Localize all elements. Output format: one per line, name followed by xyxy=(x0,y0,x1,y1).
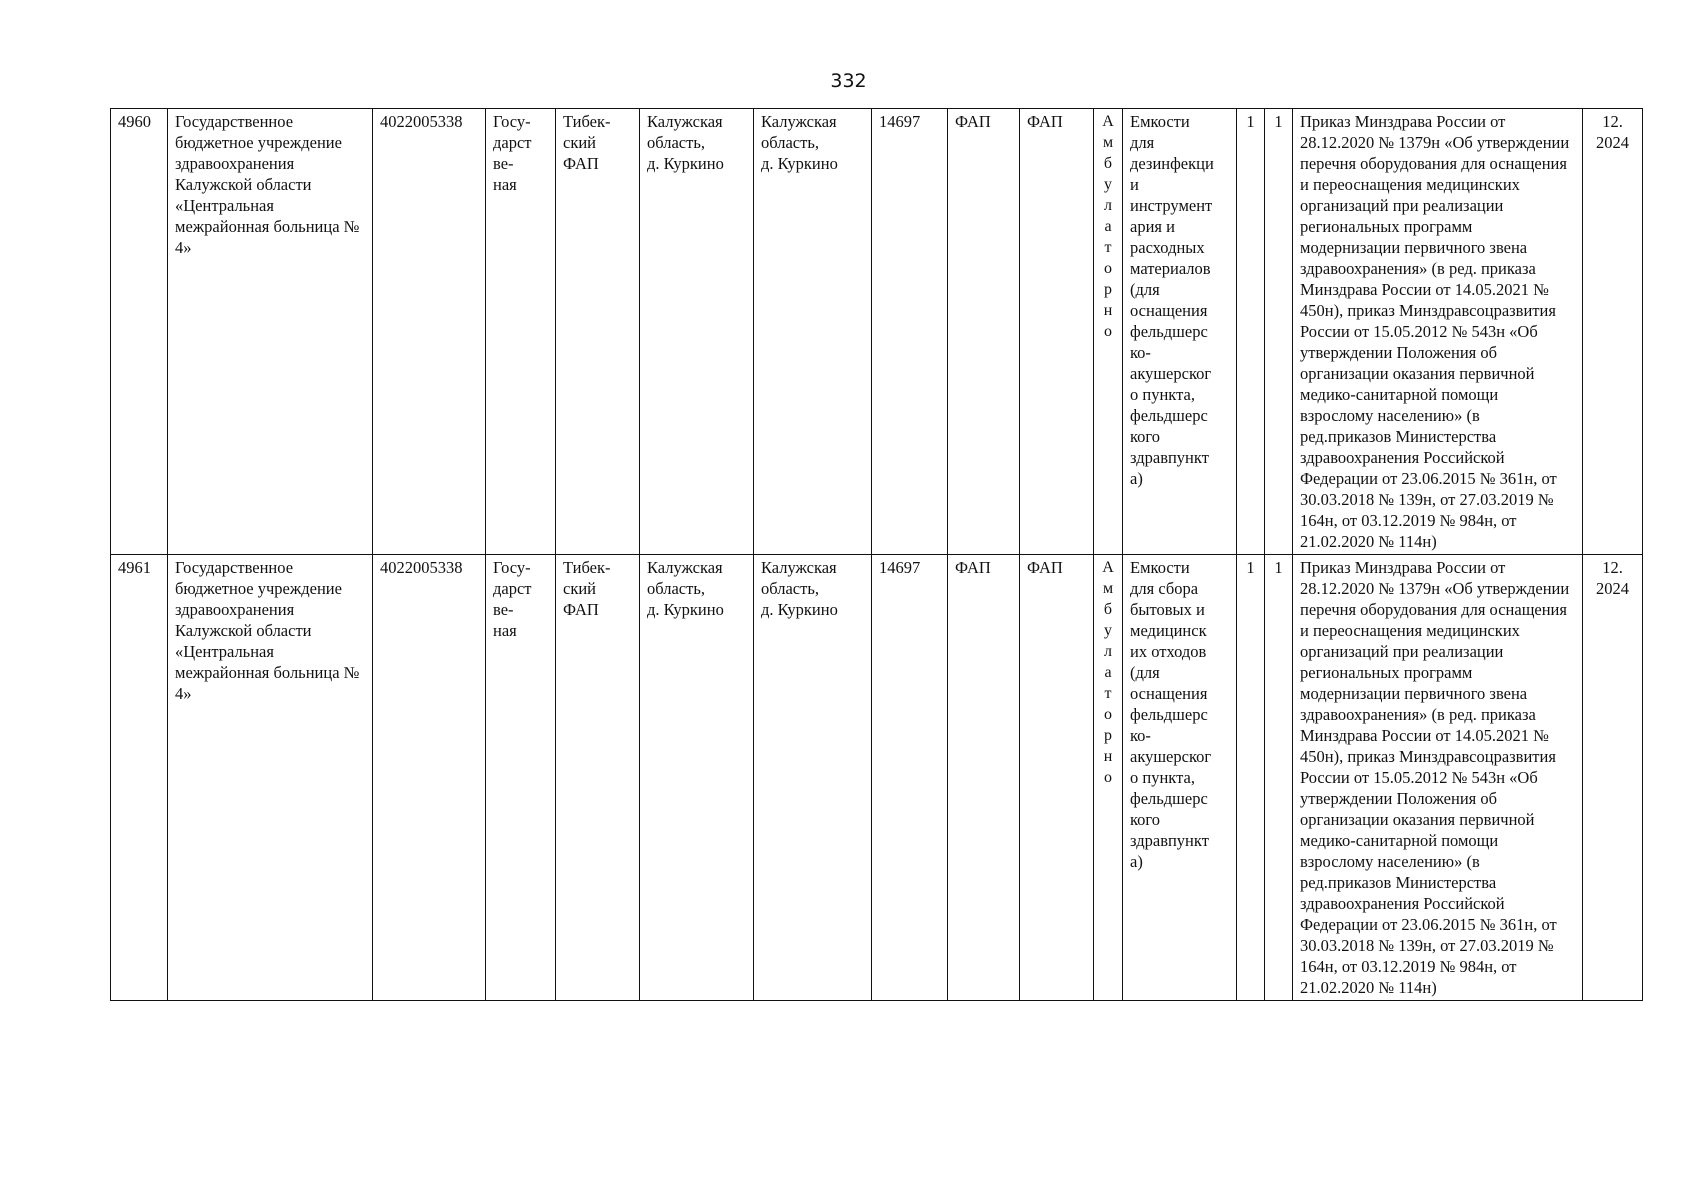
qty-planned-cell: 1 xyxy=(1265,555,1293,1001)
care-condition-cell xyxy=(1094,109,1123,555)
qty-required-cell: 1 xyxy=(1237,555,1265,1001)
ownership-cell: Госу- дарст ве- ная xyxy=(486,555,556,1001)
organization-name: Государственное бюджетное учреждение здравоохранения Калужской области «Центральная межрайонная больница № 4» xyxy=(168,555,373,1001)
actual-address-cell: Калужская область, д. Куркино xyxy=(754,109,872,555)
care-condition-letter: о xyxy=(1104,706,1112,723)
row-number: 4960 xyxy=(111,109,168,555)
care-condition-letter: н xyxy=(1103,302,1113,319)
subdivision-cell: Тибек- ский ФАП xyxy=(556,555,640,1001)
care-condition-letter: т xyxy=(1104,685,1112,702)
subdivision-cell: Тибек- ский ФАП xyxy=(556,109,640,555)
actual-address-cell: Калужская область, д. Куркино xyxy=(754,555,872,1001)
equipment-name: Емкости для сбора бытовых и медицинск их отходов (для оснащения фельдшерс ко- акушерског о пункта, фельдшерс кого здравпункт а) xyxy=(1123,555,1237,1001)
care-condition-letter: м xyxy=(1102,134,1114,151)
care-condition-letter: л xyxy=(1104,643,1112,660)
legal-basis-cell: Приказ Минздрава России от 28.12.2020 № 1379н «Об утверждении перечня оборудования для оснащения и переоснащения медицинских организаций при реализации региональных программ модернизации первичного звена здравоохранения» (в ред. приказа Минздрава России от 14.05.2021 № 450н), приказ Минздравсоцразвития России от 15.05.2012 № 543н «Об утверждении Положения об организации оказания первичной медико-санитарной помощи взрослому населению» (в ред.приказов Министерства здравоохранения Российской Федерации от 23.06.2015 № 361н, от 30.03.2018 № 139н, от 27.03.2019 № 164н, от 03.12.2019 № 984н, от 21.02.2020 № 114н) xyxy=(1293,555,1583,1001)
organization-name: Государственное бюджетное учреждение здравоохранения Калужской области «Центральная межрайонная больница № 4» xyxy=(168,109,373,555)
care-condition-letter: у xyxy=(1104,176,1112,193)
care-condition-letter: н xyxy=(1103,748,1113,765)
care-condition-letter: о xyxy=(1104,769,1112,786)
care-condition-letter: А xyxy=(1102,113,1114,130)
care-condition-letter: о xyxy=(1104,323,1112,340)
care-condition-letter: м xyxy=(1102,580,1114,597)
care-condition-letter: а xyxy=(1104,218,1112,235)
type-cell: ФАП xyxy=(948,555,1020,1001)
legal-basis-cell: Приказ Минздрава России от 28.12.2020 № 1379н «Об утверждении перечня оборудования для оснащения и переоснащения медицинских организаций при реализации региональных программ модернизации первичного звена здравоохранения» (в ред. приказа Минздрава России от 14.05.2021 № 450н), приказ Минздравсоцразвития России от 15.05.2012 № 543н «Об утверждении Положения об организации оказания первичной медико-санитарной помощи взрослому населению» (в ред.приказов Министерства здравоохранения Российской Федерации от 23.06.2015 № 361н, от 30.03.2018 № 139н, от 27.03.2019 № 164н, от 03.12.2019 № 984н, от 21.02.2020 № 114н) xyxy=(1293,109,1583,555)
type-cell: ФАП xyxy=(948,109,1020,555)
care-condition-cell xyxy=(1094,555,1123,1001)
legal-address-cell: Калужская область, д. Куркино xyxy=(640,555,754,1001)
care-condition-letter: о xyxy=(1104,260,1112,277)
care-condition-letter: б xyxy=(1103,155,1113,172)
care-condition-letter: А xyxy=(1102,559,1114,576)
qty-required-cell: 1 xyxy=(1237,109,1265,555)
date-cell: 12. 2024 xyxy=(1583,109,1643,555)
code-cell: 14697 xyxy=(872,109,948,555)
ownership-cell: Госу- дарст ве- ная xyxy=(486,109,556,555)
date-cell: 12. 2024 xyxy=(1583,555,1643,1001)
code-cell: 14697 xyxy=(872,555,948,1001)
care-condition-letter: б xyxy=(1103,601,1113,618)
equipment-name: Емкости для дезинфекци и инструмент ария и расходных материалов (для оснащения фельдшерс ко- акушерског о пункта, фельдшерс кого здравпункт а) xyxy=(1123,109,1237,555)
care-condition-letter: у xyxy=(1104,622,1112,639)
care-condition-letter: р xyxy=(1104,281,1112,298)
care-condition-letter: л xyxy=(1104,197,1112,214)
row-number: 4961 xyxy=(111,555,168,1001)
table-row xyxy=(111,109,1643,555)
care-condition-letter: а xyxy=(1104,664,1112,681)
care-condition-letter: р xyxy=(1104,727,1112,744)
legal-address-cell: Калужская область, д. Куркино xyxy=(640,109,754,555)
care-condition-letter: т xyxy=(1104,239,1112,256)
unit-cell: ФАП xyxy=(1020,109,1094,555)
unit-cell: ФАП xyxy=(1020,555,1094,1001)
page-number: 332 xyxy=(830,70,867,92)
inn-cell: 4022005338 xyxy=(373,555,486,1001)
qty-planned-cell: 1 xyxy=(1265,109,1293,555)
registry-table xyxy=(110,108,1643,1001)
inn-cell: 4022005338 xyxy=(373,109,486,555)
table-row xyxy=(111,555,1643,1001)
